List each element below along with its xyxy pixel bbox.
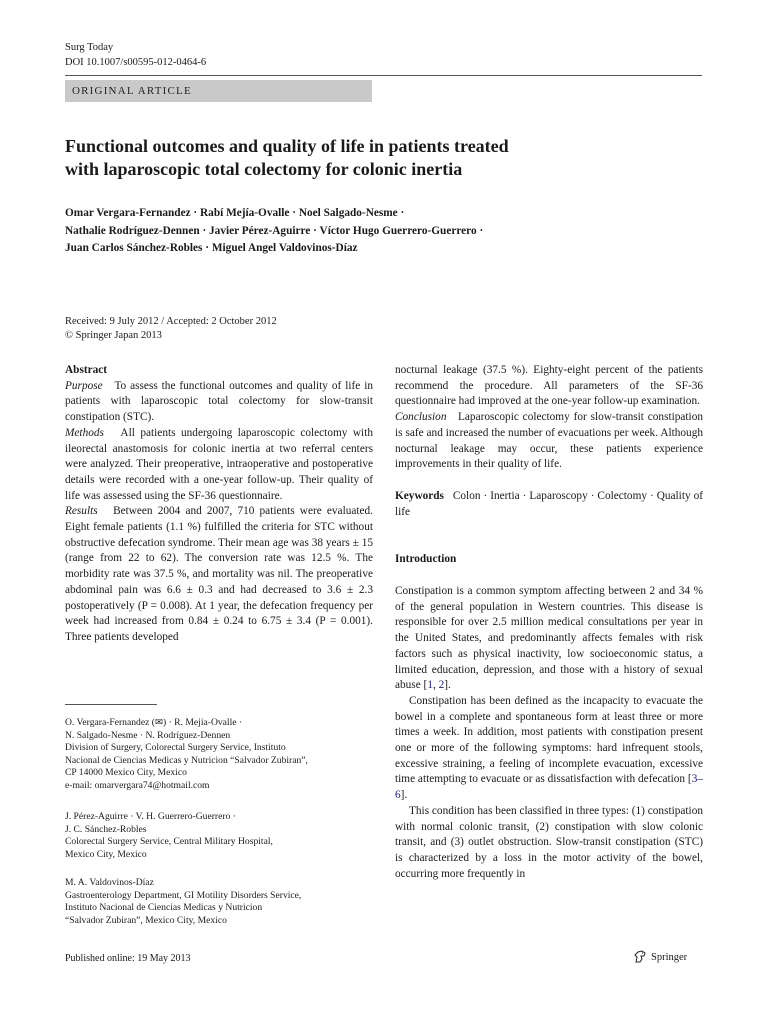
doi-link[interactable]: DOI 10.1007/s00595-012-0464-6 [65,57,207,68]
purpose-text: To assess the functional outcomes and quality of life in patients with laparoscopic total colectomy for slow-transit constipation (STC). [65,379,373,424]
aff2-line3: Colorectal Surgery Service, Central Military Hospital, [65,836,273,848]
aff3-line2: Gastroenterology Department, GI Motility Disorders Service, [65,889,302,901]
keywords-text: Colon · Inertia · Laparoscopy · Colectomy · Quality of life [395,489,703,518]
author-list [65,205,695,258]
abstract-conclusion [395,410,703,473]
intro-paragraph-1 [395,584,703,694]
citation-close: ]. [444,679,451,692]
citation-1[interactable]: 1 [427,679,433,692]
journal-name: Surg Today [65,42,114,53]
aff2-line4: Mexico City, Mexico [65,848,147,860]
aff3-line4: “Salvador Zubiran”, Mexico City, Mexico [65,914,227,926]
affiliation-block-1 [65,717,375,793]
affiliation-block-3 [65,877,375,927]
intro-paragraph-3: This condition has been classified in three types: (1) constipation with normal colonic transit, (2) constipation with slow colonic transit, and (3) outlet obstruction. Slow-transit constipation (STC) is characterized by a loss in the motor activity of the bowel, occurring more frequently in [395,804,703,880]
footnote-divider [65,704,157,705]
methods-label: Methods [65,426,104,439]
keywords-label: Keywords [395,489,444,502]
conclusion-label: Conclusion [395,411,447,424]
aff3-line1: M. A. Valdovinos-Díaz [65,877,154,888]
springer-wordmark: Springer [651,951,688,963]
abstract-results [65,504,373,645]
title-line-1: Functional outcomes and quality of life in patients treated [65,136,509,156]
methods-text: All patients undergoing laparoscopic colectomy with ileorectal anastomosis for colonic inertia at two referral centers were analyzed. Their preoperative, intraoperative and postoperative details were recorded with a one-year follow-up. Their quality of life was assessed using the SF-36 questionnaire. [65,426,373,502]
right-column [395,363,703,882]
results-text: Between 2004 and 2007, 710 patients were evaluated. Eight female patients (1.1 %) fulfilled the criteria for STC without obstructive defecation syndrome. Their mean age was 38 years ± 15 (range from 22 to 62). The conversion rate was 12.5 %. The morbidity rate was 37.5 %, and mortality was nil. The preoperative abdominal pain was 6.6 ± 0.3 and had decreased to 3.6 ± 2.3 postoperatively (P = 0.008). At 1 year, the defecation frequency per week had increased from 0.84 ± 0.24 to 6.75 ± 3.4 (P = 0.001). Three patients developed [65,505,373,643]
author-line-3: Juan Carlos Sánchez-Robles · Miguel Angel Valdovinos-Díaz [65,242,358,254]
purpose-label: Purpose [65,379,103,392]
citation-close-2: ]. [400,789,408,802]
results-label: Results [65,505,98,518]
aff3-line3: Instituto Nacional de Ciencias Medicas y Nutricion [65,902,263,914]
article-type-band: ORIGINAL ARTICLE [65,80,372,102]
article-title [65,135,685,181]
aff1-line5: CP 14000 Mexico City, Mexico [65,767,187,779]
citation-separator: , [432,679,439,692]
aff2-line2: J. C. Sánchez-Robles [65,823,147,835]
left-column [65,363,373,646]
header-rule [65,75,702,76]
conclusion-text: Laparoscopic colectomy for slow-transit constipation is safe and increased the number of evacuations per week. Although nocturnal leakage may occur, these patients experience improvements in their quality of life. [395,411,703,471]
intro-paragraph-2 [395,694,703,804]
aff1-line1: O. Vergara-Fernandez (✉) · R. Mejía-Ovalle · [65,717,243,728]
article-dates [65,315,277,343]
aff1-email[interactable]: e-mail: omarvergara74@hotmail.com [65,779,210,791]
aff1-line2: N. Salgado-Nesme · N. Rodríguez-Dennen [65,729,231,741]
aff2-line1: J. Pérez-Aguirre · V. H. Guerrero-Guerrero · [65,811,236,822]
copyright-line: © Springer Japan 2013 [65,330,162,341]
keywords [395,489,703,520]
results-continued: nocturnal leakage (37.5 %). Eighty-eight percent of the patients recommend the procedure. All parameters of the SF-36 questionnaire had improved at the one-year follow-up examination. [395,364,703,408]
introduction-heading: Introduction [395,553,457,566]
springer-logo [633,950,687,964]
abstract-methods [65,426,373,505]
affiliation-block-2 [65,811,375,861]
received-accepted: Received: 9 July 2012 / Accepted: 2 October 2012 [65,316,277,327]
citation-3-6[interactable]: 3–6 [395,773,703,802]
author-line-2: Nathalie Rodríguez-Dennen · Javier Pérez-Aguirre · Víctor Hugo Guerrero-Guerrero · [65,224,484,237]
citation-2[interactable]: 2 [438,679,445,692]
journal-header [65,40,206,70]
published-online: Published online: 19 May 2013 [65,953,191,964]
aff1-line4: Nacional de Ciencias Medicas y Nutricion “Salvador Zubiran”, [65,754,308,766]
title-line-2: with laparoscopic total colectomy for colonic inertia [65,159,463,179]
intro-p1-text: Constipation is a common symptom affecting between 2 and 34 % of the general population in Western countries. This disease is responsible for over 2.5 million medical consultations per year in the United States, and predominantly affects females with risk factors such as physical inactivity, low socioeconomic status, a limited education, depression, and those with a history of sexual abuse [ [395,585,703,692]
springer-horse-icon [633,950,647,964]
abstract-heading: Abstract [65,364,108,376]
author-line-1: Omar Vergara-Fernandez · Rabí Mejía-Ovalle · Noel Salgado-Nesme · [65,207,405,219]
aff1-line3: Division of Surgery, Colorectal Surgery Service, Instituto [65,742,286,754]
abstract-purpose [65,379,373,426]
intro-p2-text: Constipation has been defined as the incapacity to evacuate the bowel in a complete and spontaneous form at least three or more times a week. In addition, most patients with constipation present one or more of the following symptoms: hard infrequent stools, excessive straining, a feeling of incomplete evacuation, excessive time attempting to evacuate or as dissatisfaction with defecation [ [395,694,703,786]
